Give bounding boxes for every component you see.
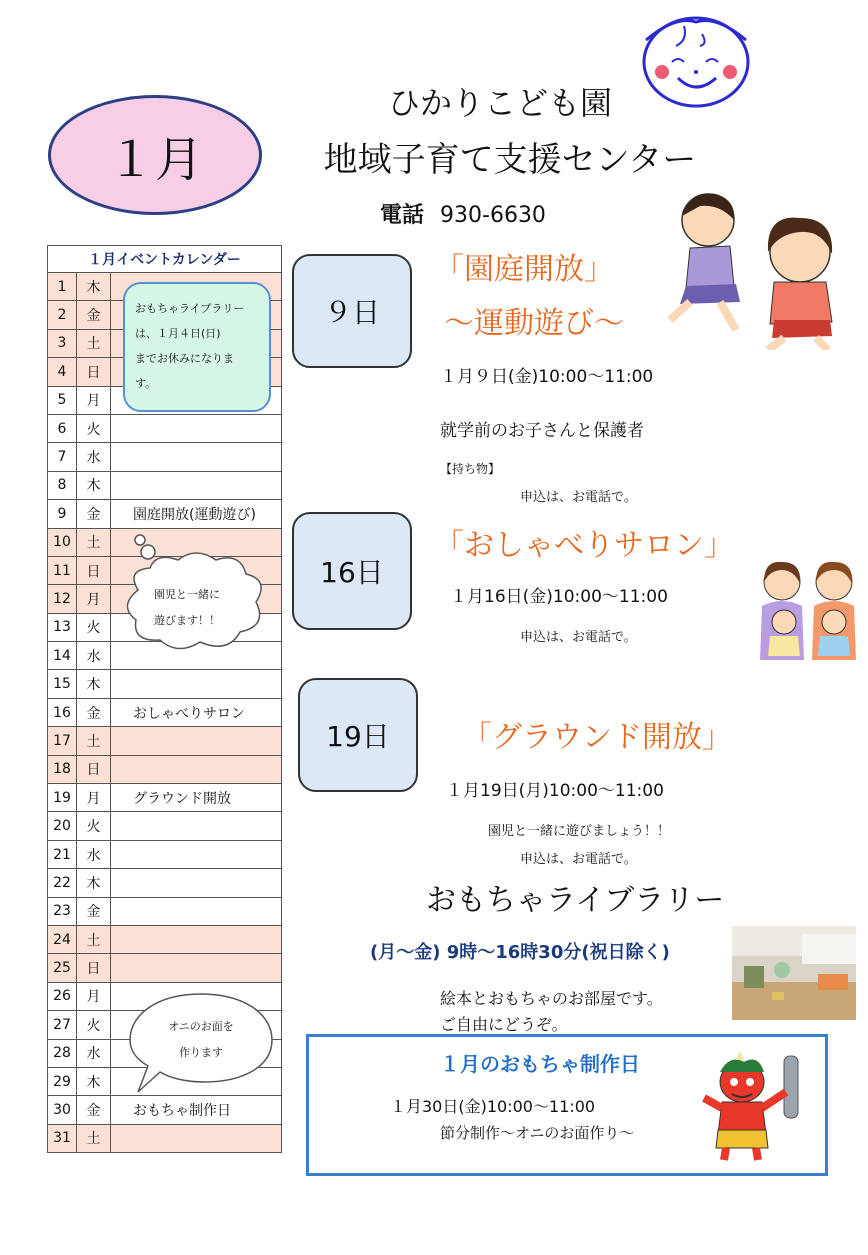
event-title: 「おしゃべりサロン」 (434, 528, 734, 563)
calendar-row (48, 1096, 282, 1124)
calendar-weekday: 木 (77, 1067, 111, 1095)
calendar-weekday: 火 (77, 414, 111, 442)
phone-number: 930-6630 (440, 203, 546, 228)
event-items-label: 【持ち物】 (440, 462, 501, 476)
toy-making-desc: 節分制作～オニのお面作り～ (440, 1124, 635, 1142)
calendar-date: 27 (48, 1011, 77, 1039)
cloud-note-line: 園児と一緒に (154, 588, 220, 601)
calendar-date: 7 (48, 443, 77, 471)
calendar-weekday: 火 (77, 613, 111, 641)
calendar-date: 9 (48, 500, 77, 528)
calendar-event: グラウンド開放 (111, 784, 282, 812)
calendar-weekday: 木 (77, 670, 111, 698)
calendar-row (48, 471, 282, 499)
calendar-row (48, 698, 282, 726)
calendar-row (48, 670, 282, 698)
toy-making-time: １月30日(金)10:00～11:00 (390, 1097, 596, 1116)
calendar-weekday: 木 (77, 471, 111, 499)
event-time: １月19日(月)10:00～11:00 (446, 781, 664, 801)
calendar-weekday: 月 (77, 585, 111, 613)
toy-library-hours: (月～金) 9時～16時30分(祝日除く) (370, 942, 670, 963)
calendar-date: 5 (48, 386, 77, 414)
calendar-row (48, 925, 282, 953)
calendar-event (111, 443, 282, 471)
event-target: 就学前のお子さんと保護者 (440, 421, 644, 441)
calendar-date: 11 (48, 556, 77, 584)
day-label: ９日 (323, 296, 380, 329)
calendar-row (48, 812, 282, 840)
calendar-event (111, 897, 282, 925)
event-apply: 申込は、お電話で。 (520, 852, 637, 867)
calendar-event (111, 954, 282, 982)
calendar-weekday: 土 (77, 329, 111, 357)
calendar-title: １月イベントカレンダー (48, 246, 282, 273)
event-time: １月16日(金)10:00～11:00 (450, 587, 668, 607)
calendar-date: 14 (48, 642, 77, 670)
calendar-weekday: 水 (77, 642, 111, 670)
calendar-date: 1 (48, 273, 77, 301)
calendar-date: 31 (48, 1124, 77, 1152)
calendar-weekday: 土 (77, 727, 111, 755)
calendar-date: 17 (48, 727, 77, 755)
calendar-weekday: 火 (77, 1011, 111, 1039)
calendar-date: 3 (48, 329, 77, 357)
calendar-weekday: 金 (77, 698, 111, 726)
calendar-weekday: 金 (77, 301, 111, 329)
calendar-event: おしゃべりサロン (111, 698, 282, 726)
calendar-event (111, 670, 282, 698)
calendar-row (48, 954, 282, 982)
calendar-weekday: 水 (77, 1039, 111, 1067)
oni-speech-bubble (126, 990, 276, 1100)
calendar-event: おもちゃ制作日 (111, 1096, 282, 1124)
toy-library-desc: 絵本とおもちゃのお部屋です。 (440, 989, 663, 1008)
calendar-date: 23 (48, 897, 77, 925)
event-note: 園児と一緒に遊びましょう！！ (488, 824, 671, 839)
phone-label: 電話 (380, 203, 425, 228)
calendar-event (111, 755, 282, 783)
calendar-date: 29 (48, 1067, 77, 1095)
calendar-weekday: 月 (77, 784, 111, 812)
calendar-weekday: 日 (77, 556, 111, 584)
day-box-16 (292, 512, 412, 630)
calendar-row (48, 727, 282, 755)
phone-line (380, 198, 546, 229)
library-note-line: までお休みになりま (135, 352, 234, 365)
calendar-weekday: 金 (77, 500, 111, 528)
calendar-date: 2 (48, 301, 77, 329)
calendar-weekday: 土 (77, 528, 111, 556)
calendar-row (48, 755, 282, 783)
day-box-19 (298, 678, 418, 792)
calendar-weekday: 木 (77, 869, 111, 897)
calendar-weekday: 土 (77, 925, 111, 953)
calendar-weekday: 日 (77, 755, 111, 783)
calendar-row (48, 500, 282, 528)
calendar-weekday: 金 (77, 1096, 111, 1124)
calendar-event (111, 869, 282, 897)
calendar-event (111, 812, 282, 840)
calendar-row (48, 414, 282, 442)
calendar-event (111, 414, 282, 442)
toy-library-desc: ご自由にどうぞ。 (440, 1015, 568, 1034)
parents-babies-illustration (754, 560, 862, 660)
calendar-date: 13 (48, 613, 77, 641)
org-name: ひかりこども園 (387, 84, 612, 122)
calendar-weekday: 日 (77, 358, 111, 386)
day-label: 16日 (320, 556, 384, 589)
calendar-weekday: 金 (77, 897, 111, 925)
calendar-weekday: 月 (77, 386, 111, 414)
calendar-row (48, 869, 282, 897)
event-apply: 申込は、お電話で。 (520, 630, 637, 645)
calendar-date: 18 (48, 755, 77, 783)
calendar-weekday: 日 (77, 954, 111, 982)
library-closed-note (123, 282, 271, 412)
calendar-weekday: 木 (77, 273, 111, 301)
calendar-weekday: 火 (77, 812, 111, 840)
day-box-9 (292, 254, 412, 368)
calendar-event (111, 471, 282, 499)
calendar-event: 園庭開放(運動遊び) (111, 500, 282, 528)
day-label: 19日 (326, 720, 390, 753)
calendar-date: 16 (48, 698, 77, 726)
calendar-row (48, 840, 282, 868)
calendar-date: 12 (48, 585, 77, 613)
calendar-row (48, 897, 282, 925)
toy-making-title: １月のおもちゃ制作日 (440, 1052, 640, 1076)
calendar-date: 19 (48, 784, 77, 812)
month-badge: １月 (48, 95, 262, 215)
calendar-date: 30 (48, 1096, 77, 1124)
calendar-date: 22 (48, 869, 77, 897)
calendar-date: 10 (48, 528, 77, 556)
center-name: 地域子育て支援センター (323, 140, 697, 180)
calendar-weekday: 土 (77, 1124, 111, 1152)
cloud-note-line: 遊びます！！ (154, 614, 220, 627)
red-oni-illustration (700, 1052, 810, 1162)
calendar-date: 28 (48, 1039, 77, 1067)
calendar-weekday: 水 (77, 443, 111, 471)
calendar-row (48, 1124, 282, 1152)
library-note-line: す。 (135, 377, 157, 390)
cloud-bubble (116, 530, 276, 660)
calendar-event (111, 925, 282, 953)
calendar-row (48, 443, 282, 471)
event-subtitle: ～運動遊び～ (444, 306, 624, 341)
event-time: １月９日(金)10:00～11:00 (440, 367, 654, 387)
calendar-event (111, 840, 282, 868)
calendar-date: 24 (48, 925, 77, 953)
calendar-date: 4 (48, 358, 77, 386)
running-kids-illustration (650, 190, 860, 350)
oni-note-line: オニのお面を (168, 1020, 234, 1033)
calendar-weekday: 水 (77, 840, 111, 868)
calendar-date: 21 (48, 840, 77, 868)
calendar-date: 20 (48, 812, 77, 840)
calendar-date: 8 (48, 471, 77, 499)
event-title: 「園庭開放」 (434, 252, 614, 287)
calendar-date: 15 (48, 670, 77, 698)
library-note-line: は、１月４日(日) (135, 327, 221, 340)
event-title: 「グラウンド開放」 (462, 720, 732, 755)
calendar-event (111, 1124, 282, 1152)
calendar-weekday: 月 (77, 982, 111, 1010)
toy-library-title: おもちゃライブラリー (426, 883, 725, 918)
oni-note-line: 作ります (179, 1046, 223, 1059)
calendar-event (111, 727, 282, 755)
calendar-date: 25 (48, 954, 77, 982)
calendar-date: 6 (48, 414, 77, 442)
calendar-date: 26 (48, 982, 77, 1010)
calendar-row (48, 784, 282, 812)
playroom-photo (732, 926, 856, 1020)
event-apply: 申込は、お電話で。 (520, 490, 637, 505)
library-note-line: おもちゃライブラリー (135, 302, 245, 315)
